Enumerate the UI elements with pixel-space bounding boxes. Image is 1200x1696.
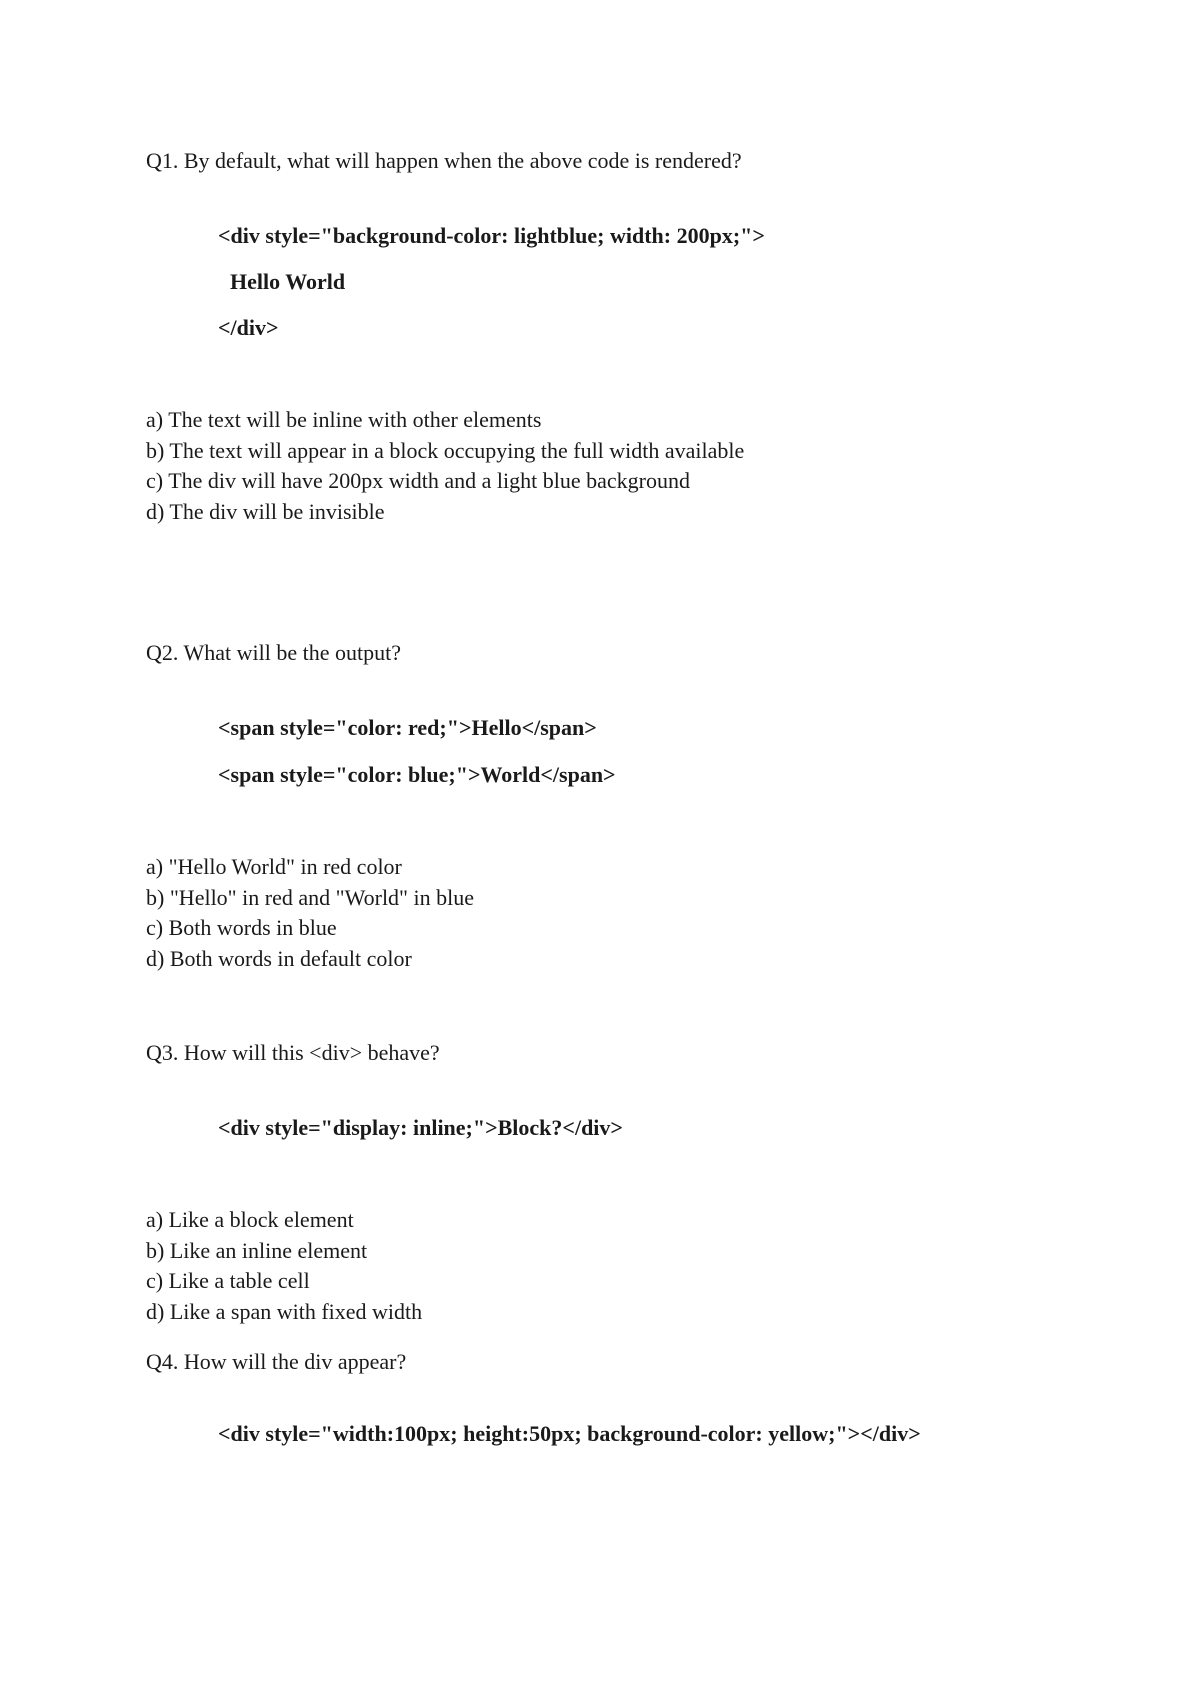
question-3-code-line-1: <div style="display: inline;">Block?</div> (218, 1115, 623, 1140)
question-2-option-c: c) Both words in blue (146, 915, 337, 940)
question-1-options (146, 405, 744, 527)
question-2-title: Q2. What will be the output? (146, 640, 401, 665)
question-2-options (146, 852, 474, 974)
question-3-option-b: b) Like an inline element (146, 1237, 368, 1263)
question-3-options (146, 1205, 422, 1327)
question-3-option-c: c) Like a table cell (146, 1268, 310, 1293)
question-1-option-c: c) The div will have 200px width and a light blue background (146, 468, 690, 493)
question-2-option-d: d) Both words in default color (146, 945, 412, 971)
question-3-option-a: a) Like a block element (146, 1207, 354, 1232)
question-1-code-line-2: Hello World (230, 269, 346, 294)
question-1-option-a: a) The text will be inline with other elements (146, 407, 542, 432)
question-2-code-line-1: <span style="color: red;">Hello</span> (218, 715, 597, 740)
question-1-code-line-3: </div> (218, 315, 279, 340)
question-1-code-line-1: <div style="background-color: lightblue; width: 200px;"> (218, 223, 765, 248)
question-3-option-d: d) Like a span with fixed width (146, 1298, 423, 1324)
question-2-code-line-2: <span style="color: blue;">World</span> (218, 762, 616, 787)
question-4-code-line-1: <div style="width:100px; height:50px; background-color: yellow;"></div> (218, 1421, 921, 1446)
question-1-title: Q1. By default, what will happen when the above code is rendered? (146, 148, 742, 173)
question-1-option-d: d) The div will be invisible (146, 498, 385, 524)
question-1-option-b: b) The text will appear in a block occupying the full width available (146, 437, 745, 463)
question-4-title: Q4. How will the div appear? (146, 1349, 407, 1374)
question-2-option-a: a) "Hello World" in red color (146, 854, 402, 879)
question-3-title: Q3. How will this <div> behave? (146, 1040, 440, 1065)
question-2-option-b: b) "Hello" in red and "World" in blue (146, 884, 475, 910)
